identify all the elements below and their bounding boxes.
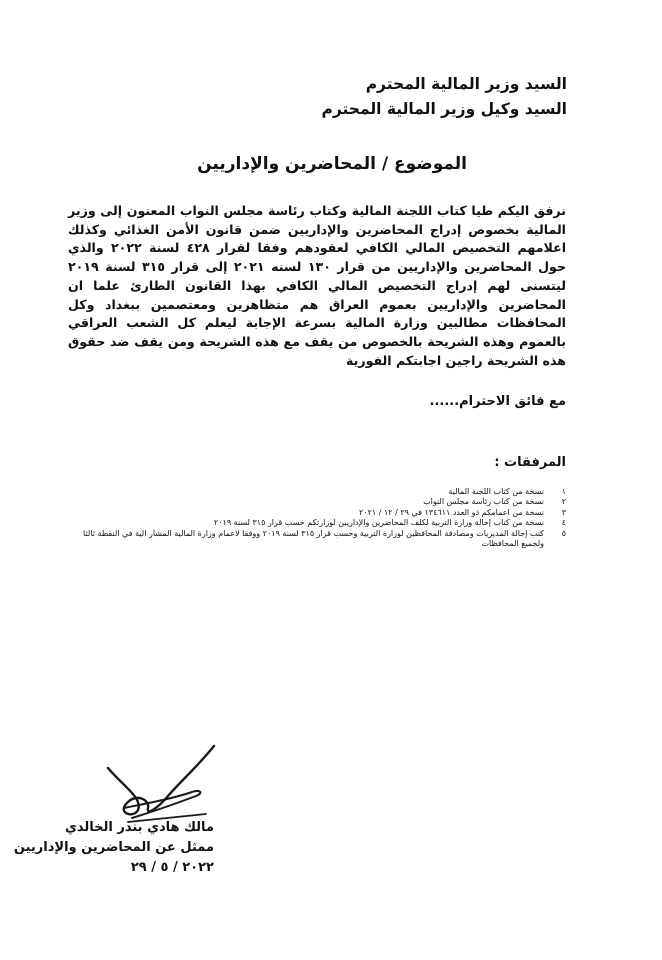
handwritten-signature bbox=[88, 738, 228, 828]
attachment-item bbox=[66, 508, 566, 518]
addressee-block bbox=[321, 72, 567, 122]
attachment-item bbox=[66, 487, 566, 497]
attachment-text: نسخة من اعمامكم ذو العدد ١٣٤٦١١ في ٢٩ / ١٢ / ٢٠٢١ bbox=[359, 507, 544, 517]
signer-role: ممثل عن المحاضرين والإداريين bbox=[13, 840, 214, 855]
subject-line: الموضوع / المحاضرين والإداريين bbox=[197, 154, 467, 174]
attachment-item bbox=[66, 497, 566, 507]
signer-name: مالك هادي بندر الخالدي bbox=[64, 820, 214, 835]
closing-line: مع فائق الاحترام...... bbox=[429, 394, 566, 409]
letter-body: نرفق اليكم طيا كتاب اللجنة المالية وكتاب رئاسة مجلس النواب المعنون إلى وزير المالية بخصوص إدراج المحاضرين والإداريين ضمن قانون الأمن الغذائي وكذلك اعلامهم التخصيص المالي الكافي لعقودهم وفقا لقرار ٤٢٨ لسنة ٢٠٢٢ والذي حول المحاضرين والإداريين من قرار ١٣٠ لسنه ٢٠٢١ إلى قرار ٣١٥ لسنة ٢٠١٩ ليتسنى لهم إدراج التخصيص المالي الكافي بهذا القانون الطارئ علما ان المحاضرين والإداريين بعموم العراق هم متظاهرين ومعتصمين ببغداد وكل المحافظات مطالبين وزارة المالية بسرعة الإجابة ليعلم كل الشعب العراقي بالعموم وهذه الشريحة بالخصوص من يقف مع هذه الشريحة ومن يقف ضد حقوق هذه الشريحة راجين اجابتكم الفورية bbox=[68, 203, 567, 368]
attachments-title: المرفقات : bbox=[494, 455, 566, 470]
addressee-minister: السيد وزير المالية المحترم bbox=[365, 75, 567, 93]
addressee-deputy-minister: السيد وكيل وزير المالية المحترم bbox=[321, 100, 567, 118]
attachment-number: ٢ bbox=[561, 497, 566, 507]
attachment-text: نسخة من كتاب اللجنة المالية bbox=[448, 487, 544, 496]
attachment-number: ٥ bbox=[561, 528, 566, 538]
attachment-number: ١ bbox=[561, 487, 566, 496]
attachments-list bbox=[66, 487, 566, 549]
attachment-item bbox=[66, 518, 566, 528]
attachment-item bbox=[66, 529, 566, 550]
attachment-number: ٤ bbox=[561, 518, 566, 528]
attachment-text: نسخة من كتاب إحالة وزارة التربية لكلف المحاضرين والإداريين لوزارتكم حسب قرار ٣١٥ لسنة ٢٠١٩ bbox=[213, 518, 544, 528]
signature-date: ٢٠٢٢ / ٥ / ٢٩ bbox=[130, 860, 214, 875]
signer-block bbox=[14, 818, 214, 878]
attachment-text: نسخة من كتاب رئاسة مجلس النواب bbox=[423, 497, 544, 507]
attachment-text: كتب إحالة المديريات ومصادقة المحافظين لوزارة التربية وحسب قرار ٣١٥ لسنة ٢٠١٩ ووفقا لاعمام وزارة المالية المشار الية في النقطة ثالثا ولجميع المحافظات bbox=[83, 528, 544, 549]
attachment-number: ٣ bbox=[561, 507, 566, 517]
